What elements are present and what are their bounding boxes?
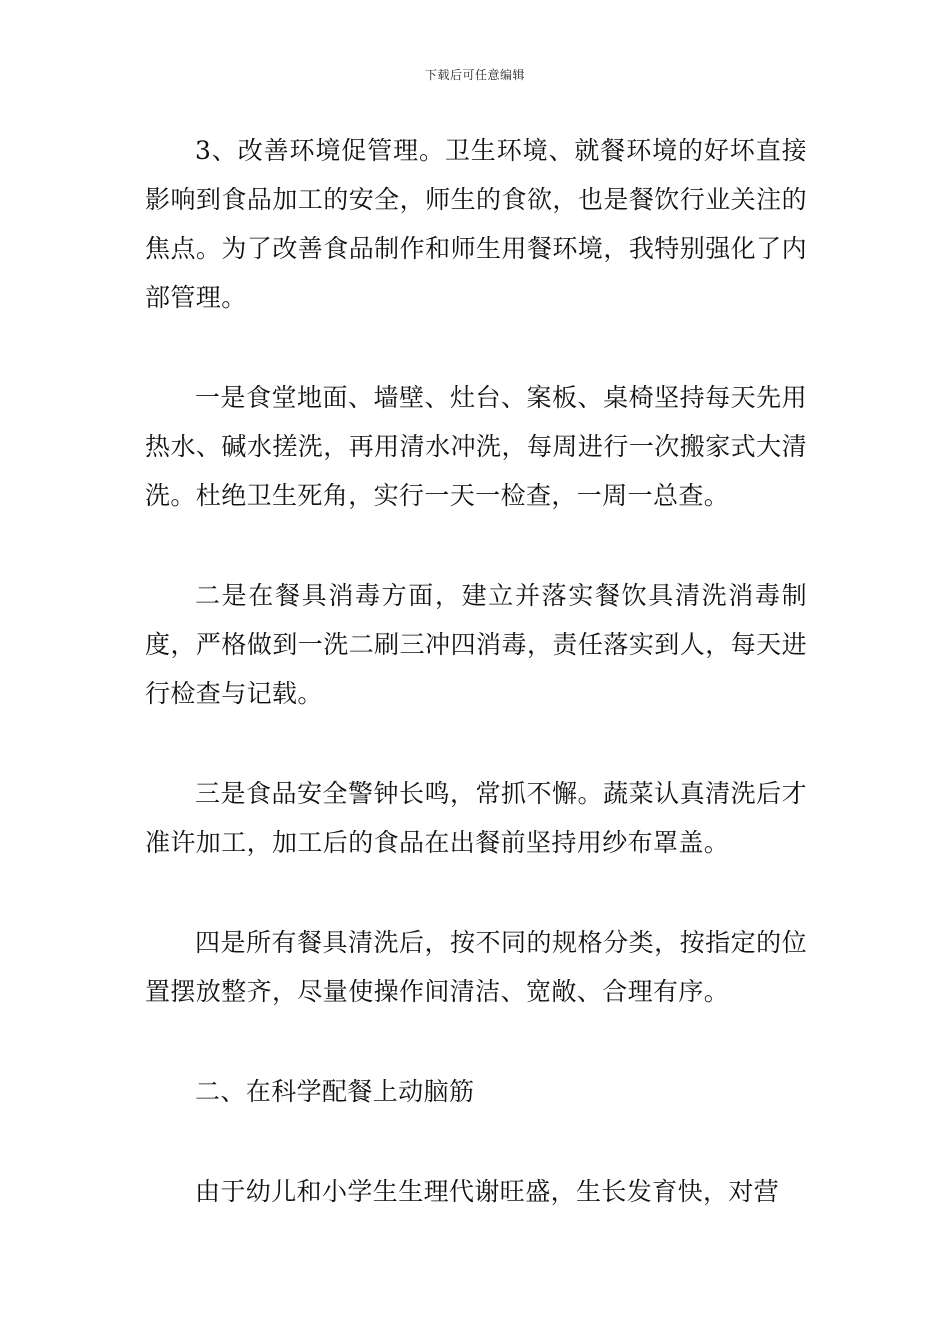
document-body [145, 126, 807, 1216]
paragraph-disinfection: 二是在餐具消毒方面，建立并落实餐饮具清洗消毒制度，严格做到一洗二刷三冲四消毒，责任落实到人，每天进行检查与记载。 [145, 581, 807, 708]
paragraph-food-safety: 三是食品安全警钟长鸣，常抓不懈。蔬菜认真清洗后才准许加工，加工后的食品在出餐前坚持用纱布罩盖。 [145, 779, 807, 857]
paragraph-nutrition: 由于幼儿和小学生生理代谢旺盛，生长发育快，对营 [195, 1177, 780, 1206]
page-header: 下载后可任意编辑 [424, 68, 525, 82]
paragraph-tableware-storage: 四是所有餐具清洗后，按不同的规格分类，按指定的位置摆放整齐，尽量使操作间清洁、宽敞、合理有序。 [145, 928, 807, 1006]
paragraph-environment-management: 3、改善环境促管理。卫生环境、就餐环境的好坏直接影响到食品加工的安全，师生的食欲，也是餐饮行业关注的焦点。为了改善食品制作和师生用餐环境，我特别强化了内部管理。 [145, 136, 807, 312]
paragraph-cleaning: 一是食堂地面、墙壁、灶台、案板、桌椅坚持每天先用热水、碱水搓洗，再用清水冲洗，每周进行一次搬家式大清洗。杜绝卫生死角，实行一天一检查，一周一总查。 [145, 383, 807, 510]
section-heading-scientific-meals: 二、在科学配餐上动脑筋 [195, 1077, 475, 1106]
